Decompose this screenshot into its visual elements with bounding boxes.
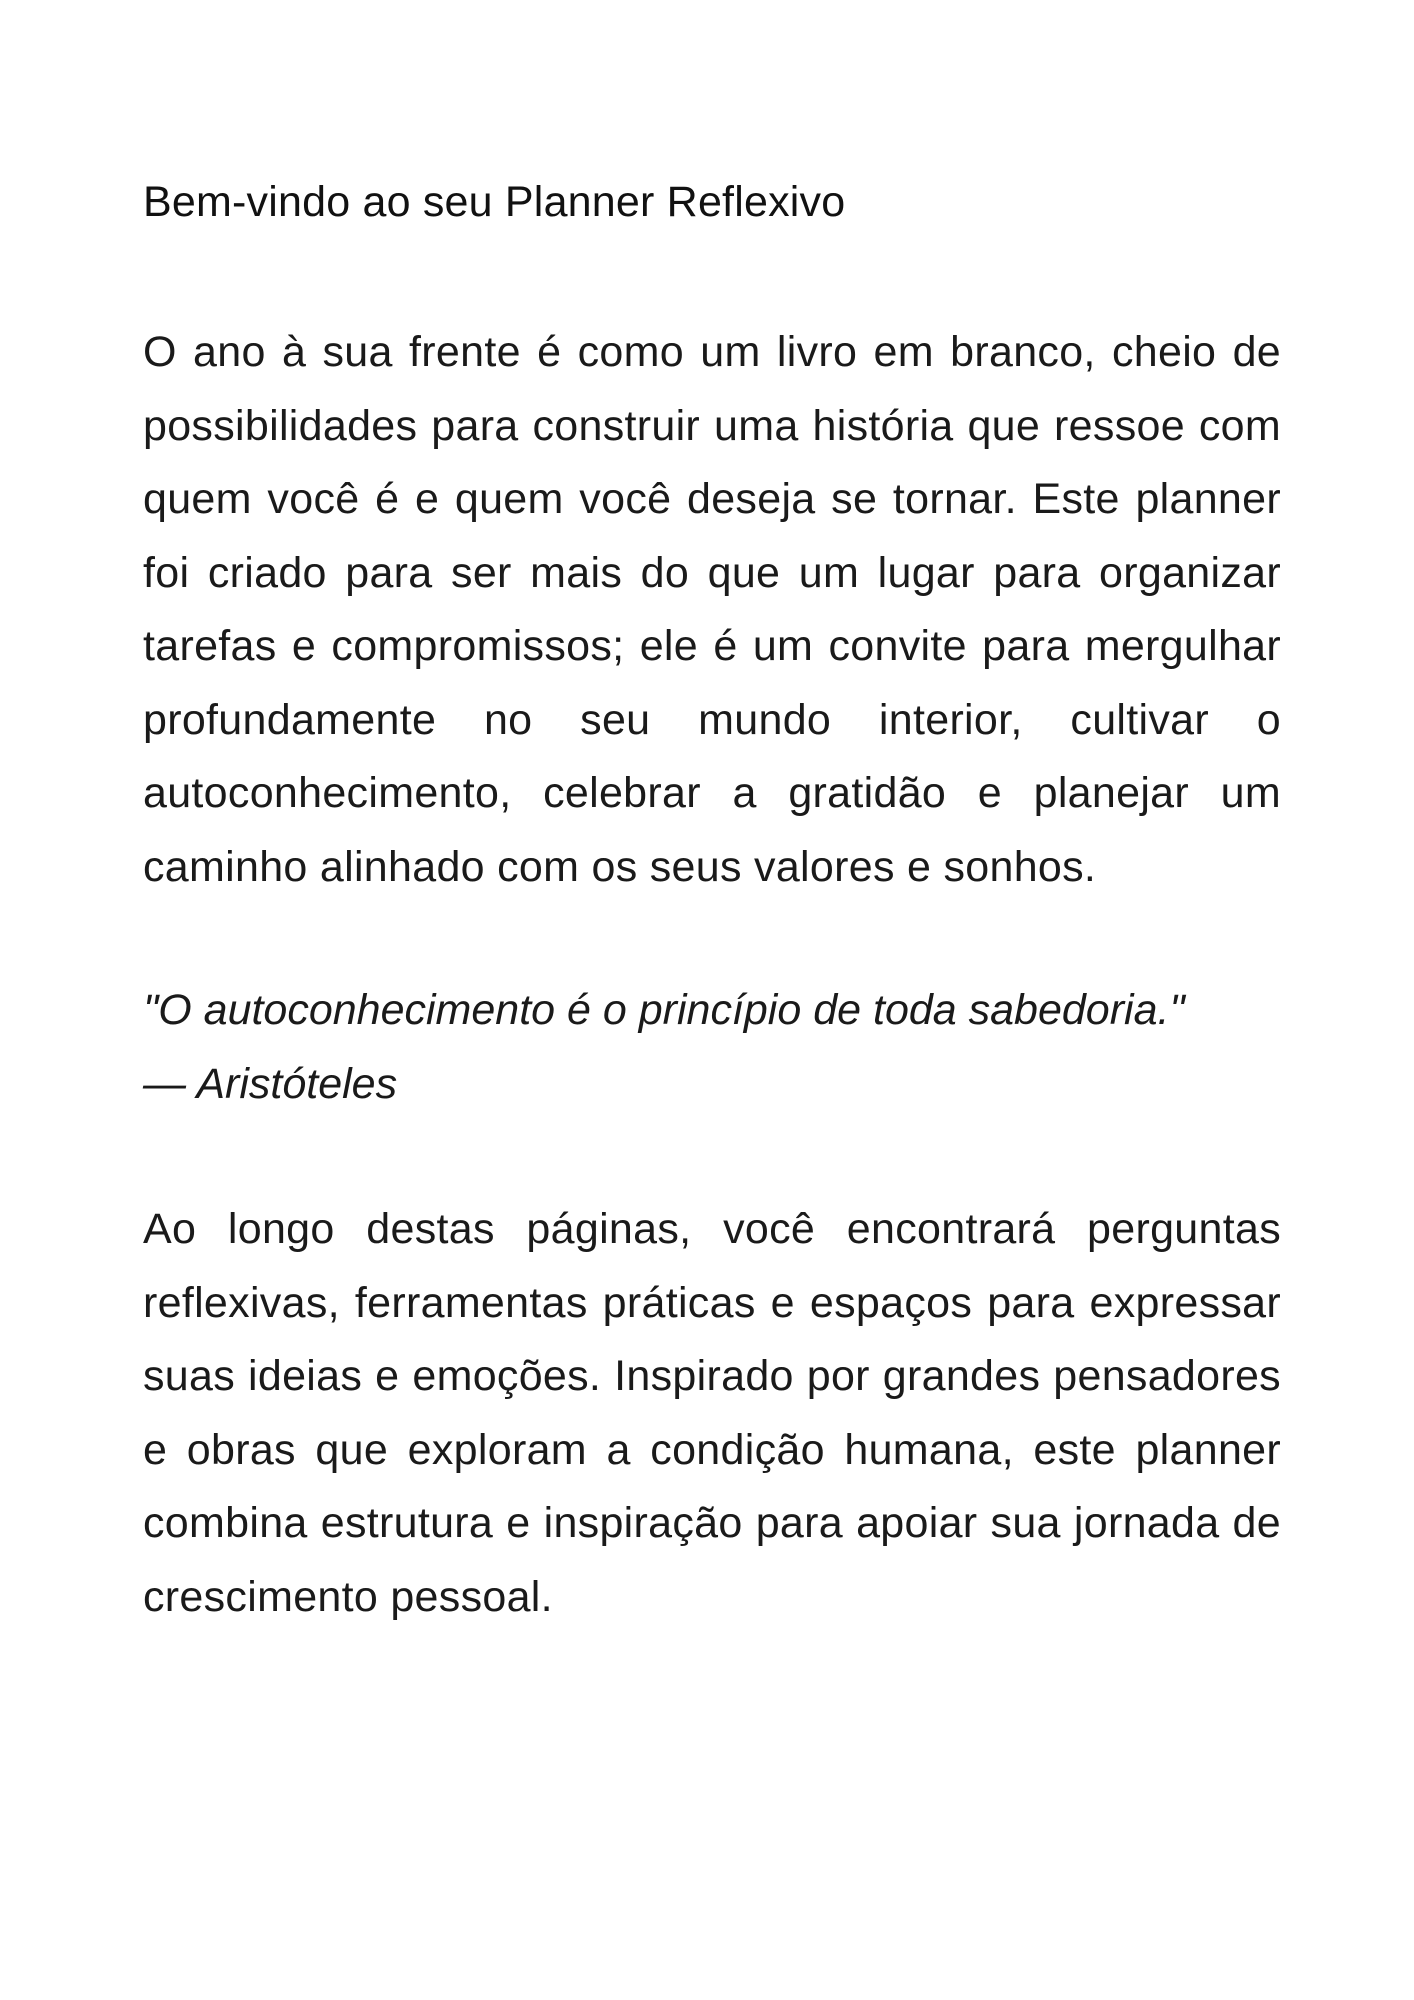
closing-paragraph: Ao longo destas páginas, você encontrará perguntas reflexivas, ferramentas práticas e espaços para expressar suas ideias e emoções. Inspirado por grandes pensadores e obras que exploram a condição humana, este planner combina estrutura e inspiração para apoiar sua jornada de crescimento pessoal. [143,1205,1281,1621]
quote-block [143,974,1281,1121]
intro-paragraph: O ano à sua frente é como um livro em branco, cheio de possibilidades para construir uma história que ressoe com quem você é e quem você deseja se tornar. Este planner foi criado para ser mais do que um lugar para organizar tarefas e compromissos; ele é um convite para mergulhar profundamente no seu mundo interior, cultivar o autoconhecimento, celebrar a gratidão e planejar um caminho alinhado com os seus valores e sonhos. [143,328,1281,891]
document-page [143,172,1281,1634]
quote-text: "O autoconhecimento é o princípio de toda sabedoria." [143,986,1185,1034]
page-title: Bem-vindo ao seu Planner Reflexivo [143,178,846,226]
quote-author: — Aristóteles [143,1059,398,1108]
